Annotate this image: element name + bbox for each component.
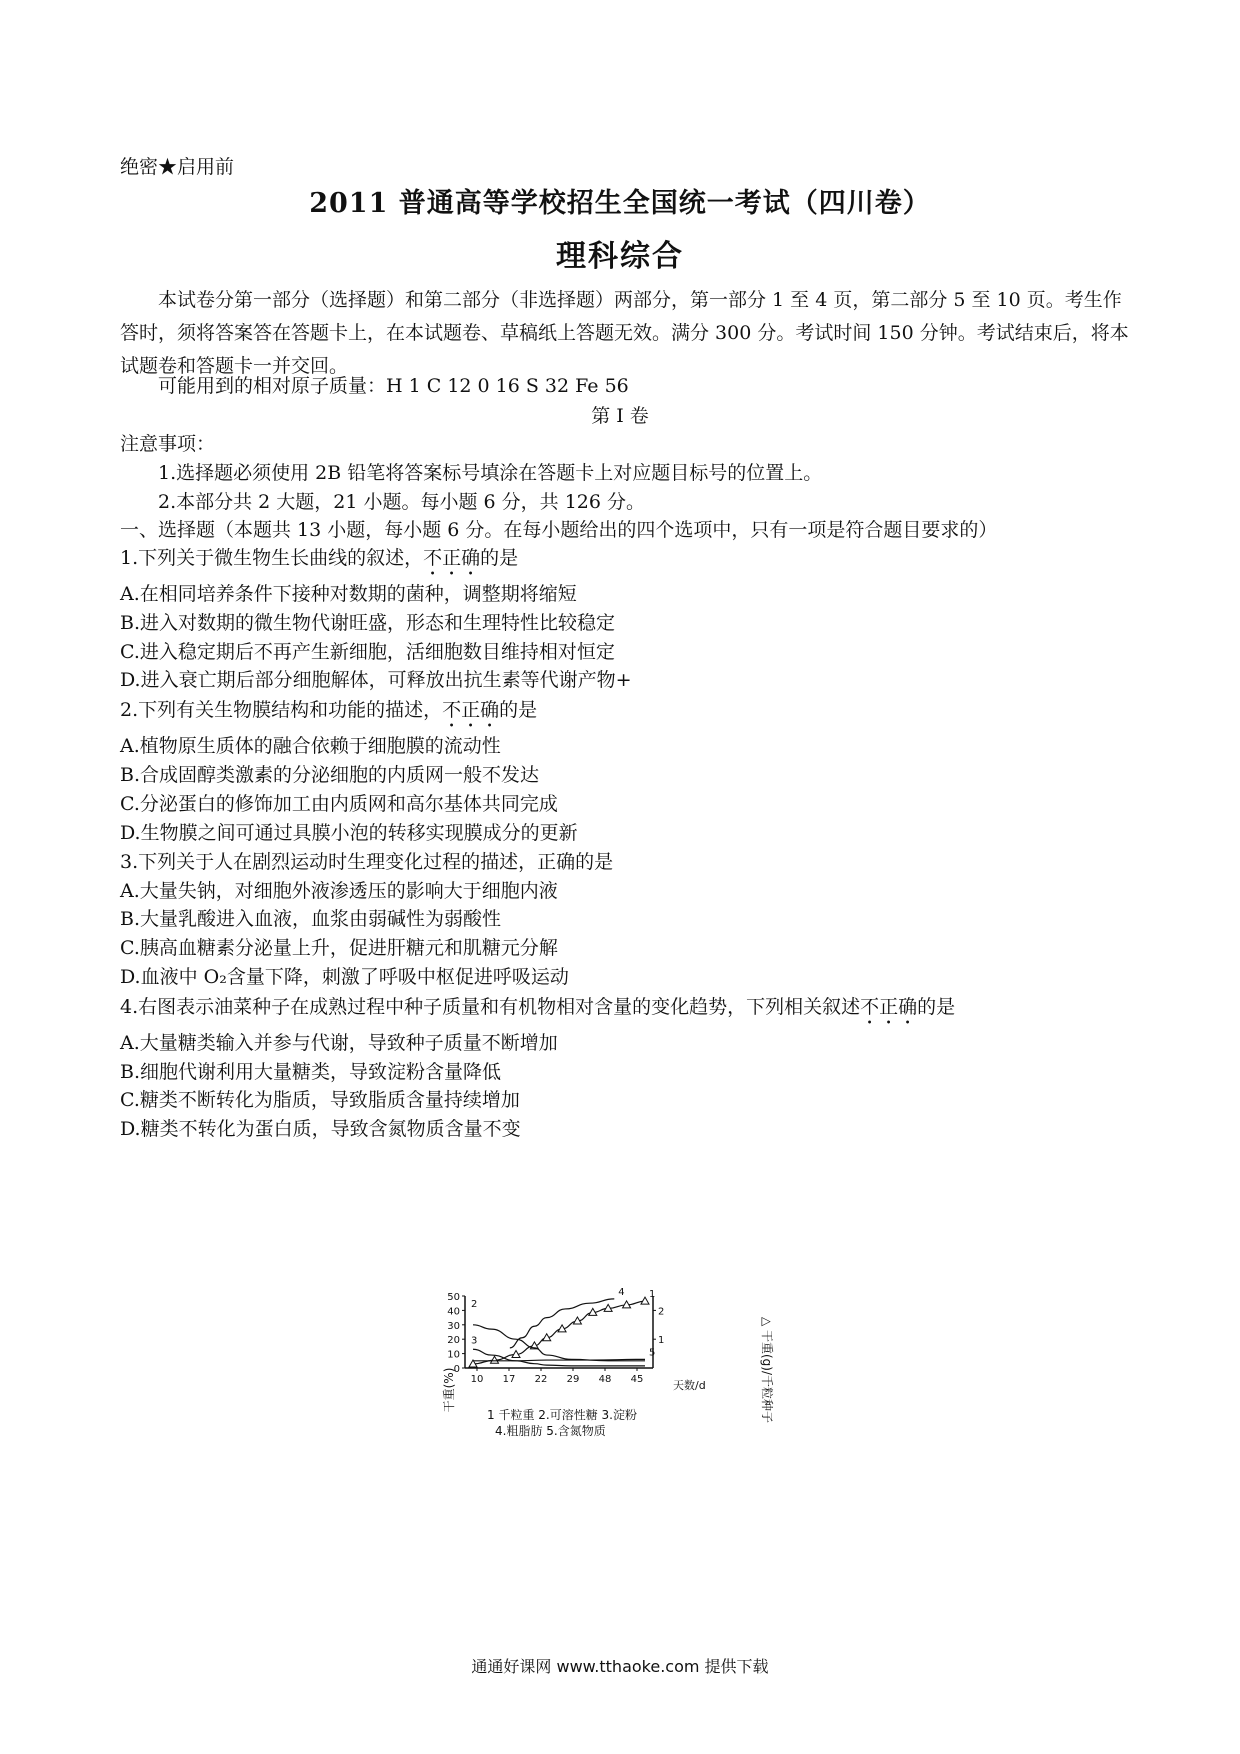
question-option: B.大量乳酸进入血液，血浆由弱碱性为弱酸性 (120, 908, 502, 930)
seed-maturation-chart (442, 1286, 775, 1480)
atomic-masses: 可能用到的相对原子质量：H 1 C 12 0 16 S 32 Fe 56 (158, 375, 629, 397)
x-tick-label: 45 (630, 1374, 644, 1385)
question-option: A.植物原生质体的融合依赖于细胞膜的流动性 (120, 735, 501, 757)
question-stem (120, 698, 537, 732)
curve-label: 4 (618, 1286, 625, 1298)
question-stem-text: 2.下列有关生物膜结构和功能的描述， (120, 699, 443, 721)
y-right-axis-label: △ 干重(g)/千粒种子 (760, 1316, 774, 1424)
note-item: 1.选择题必须使用 2B 铅笔将答案标号填涂在答题卡上对应题目标号的位置上。 (158, 462, 823, 484)
part-label: 第 I 卷 (591, 405, 649, 427)
confidential-label: 绝密★启用前 (120, 156, 235, 178)
question-option: D.进入衰亡期后部分细胞解体，可释放出抗生素等代谢产物+ (120, 669, 632, 691)
y-left-axis-label: 干重(%) (442, 1367, 456, 1413)
curve-label: 2 (471, 1298, 478, 1310)
question-option: A.大量糖类输入并参与代谢，导致种子质量不断增加 (120, 1032, 558, 1054)
question-option: A.在相同培养条件下接种对数期的菌种，调整期将缩短 (120, 583, 577, 605)
question-emphasis: 不正确 (860, 996, 918, 1018)
y-left-tick-label: 20 (447, 1335, 460, 1347)
data-point-triangle (641, 1297, 649, 1304)
chart-axes (447, 1292, 664, 1385)
question-option: C.进入稳定期后不再产生新细胞，活细胞数目维持相对恒定 (120, 641, 615, 663)
question-option: B.合成固醇类激素的分泌细胞的内质网一般不发达 (120, 764, 540, 786)
x-tick-label: 17 (502, 1374, 516, 1385)
y-right-tick-label: 2 (658, 1306, 665, 1318)
y-left-tick-label: 0 (453, 1364, 460, 1375)
question-option: D.糖类不转化为蛋白质，导致含氮物质含量不变 (120, 1118, 521, 1140)
x-tick-label: 29 (566, 1374, 580, 1385)
question-option: D.生物膜之间可通过具膜小泡的转移实现膜成分的更新 (120, 822, 578, 844)
question-stem (120, 546, 518, 580)
note-item: 2.本部分共 2 大题，21 小题。每小题 6 分，共 126 分。 (158, 491, 646, 513)
curve-label: 5 (649, 1347, 656, 1359)
figure-legend-line: 4.粗脂肪 5.含氮物质 (495, 1424, 606, 1438)
question-option: C.胰高血糖素分泌量上升，促进肝糖元和肌糖元分解 (120, 937, 558, 959)
series-line-4 (510, 1299, 614, 1348)
x-tick-label: 10 (470, 1374, 484, 1385)
question-stem (120, 995, 955, 1029)
question-stem-end: 的是 (480, 547, 519, 569)
question-option: B.进入对数期的微生物代谢旺盛，形态和生理特性比较稳定 (120, 612, 616, 634)
y-right-tick-label: 1 (658, 1335, 665, 1347)
y-left-tick-label: 10 (447, 1349, 460, 1361)
footer-credit: 通通好课网 www.tthaoke.com 提供下载 (471, 1657, 769, 1676)
exam-title: 2011 普通高等学校招生全国统一考试（四川卷） (309, 188, 931, 219)
y-left-tick-label: 40 (447, 1306, 460, 1318)
chart-series (469, 1287, 655, 1367)
figure-legend-line: 1 千粒重 2.可溶性糖 3.淀粉 (487, 1408, 637, 1422)
question-stem-text: 1.下列关于微生物生长曲线的叙述， (120, 547, 424, 569)
question-emphasis: 不正确 (442, 699, 500, 721)
curve-label: 1 (649, 1289, 656, 1301)
question-option: D.血液中 O₂含量下降，刺激了呼吸中枢促进呼吸运动 (120, 966, 569, 988)
question-option: C.分泌蛋白的修饰加工由内质网和高尔基体共同完成 (120, 793, 558, 815)
notes-heading: 注意事项： (120, 433, 216, 455)
exam-subtitle: 理科综合 (556, 239, 684, 274)
question-option: B.细胞代谢利用大量糖类，导致淀粉含量降低 (120, 1061, 502, 1083)
curve-label: 3 (471, 1335, 478, 1347)
question-stem-text: 3.下列关于人在剧烈运动时生理变化过程的描述，正确的是 (120, 851, 614, 873)
question-option: A.大量失钠，对细胞外液渗透压的影响大于细胞内液 (120, 880, 558, 902)
section-heading: 一、选择题（本题共 13 小题，每小题 6 分。在每小题给出的四个选项中，只有一项是符合题目要求的） (120, 519, 998, 541)
question-option: C.糖类不断转化为脂质，导致脂质含量持续增加 (120, 1089, 520, 1111)
x-axis-label: 天数/d (673, 1379, 706, 1392)
question-emphasis: 不正确 (423, 547, 481, 569)
question-stem-end: 的是 (499, 699, 538, 721)
intro-paragraph: 本试卷分第一部分（选择题）和第二部分（非选择题）两部分，第一部分 1 至 4 页，第二部分 5 至 10 页。考生作答时，须将答案答在答题卡上，在本试题卷、草稿纸上答题无效。满分 300 分。考试时间 150 分钟。考试结束后，将本试题卷和答题卡一并交回。 (120, 289, 1129, 377)
question-stem (120, 850, 613, 874)
y-left-tick-label: 30 (447, 1320, 460, 1332)
x-tick-label: 22 (534, 1374, 548, 1385)
x-tick-label: 48 (598, 1374, 612, 1385)
question-stem-text: 4.右图表示油菜种子在成熟过程中种子质量和有机物相对含量的变化趋势，下列相关叙述 (120, 996, 861, 1018)
question-stem-end: 的是 (917, 996, 956, 1018)
y-left-tick-label: 50 (447, 1292, 460, 1303)
